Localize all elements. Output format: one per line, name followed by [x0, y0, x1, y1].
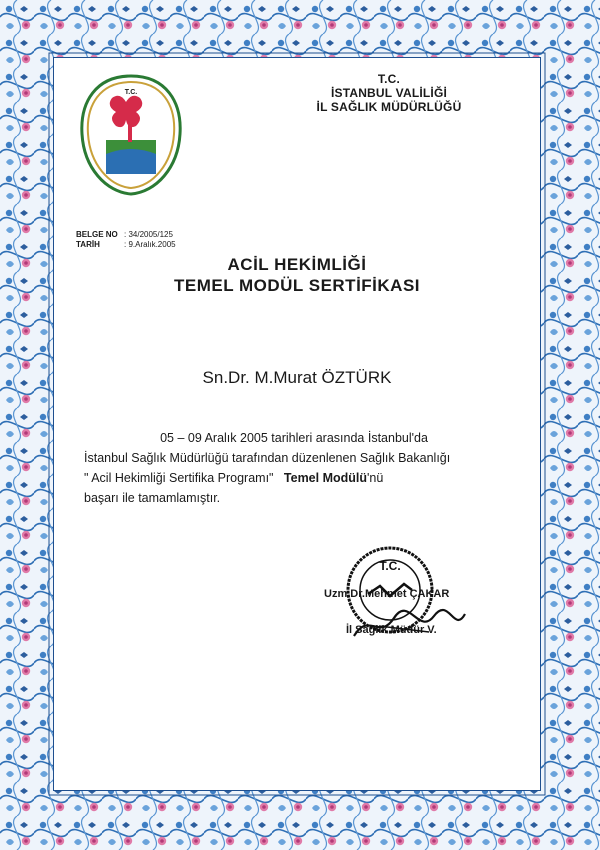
title-line-2: TEMEL MODÜL SERTİFİKASI: [173, 276, 421, 295]
institution-header: [259, 72, 519, 114]
certificate-title: [54, 254, 540, 296]
tarih-value: : 9.Aralık.2005: [124, 240, 176, 249]
body-line-3: [84, 468, 484, 488]
body-line-4: başarı ile tamamlamıştır.: [84, 491, 221, 505]
stamp-text: T.C.: [379, 559, 401, 573]
header-line-2: İSTANBUL VALİLİĞİ: [330, 86, 448, 100]
title-line-1: ACİL HEKİMLİĞİ: [227, 255, 367, 274]
ministry-emblem: [76, 72, 186, 198]
header-line-1: T.C.: [377, 72, 401, 86]
signatory-role: İl Sağlık Müdür V.: [346, 624, 437, 636]
document-meta: [76, 230, 176, 250]
handwritten-signature: [349, 606, 469, 646]
program-name: " Acil Hekimliği Sertifika Programı": [84, 471, 274, 485]
signatory-name: Uzm.Dr.Mehmet ÇAKAR: [324, 588, 450, 600]
body-line-1: 05 – 09 Aralık 2005 tarihleri arasında İstanbul'da: [160, 431, 428, 445]
header-line-3: İL SAĞLIK MÜDÜRLÜĞÜ: [316, 100, 462, 114]
module-name: Temel Modülü: [283, 471, 368, 485]
module-suffix: 'nü: [367, 471, 384, 485]
body-line-2: İstanbul Sağlık Müdürlüğü tarafından düzenlenen Sağlık Bakanlığı: [84, 451, 451, 465]
belge-no-value: : 34/2005/125: [124, 230, 173, 239]
belge-no-label: BELGE NO: [76, 230, 118, 239]
certificate-body: [84, 428, 484, 508]
emblem-top-text: T.C.: [124, 89, 138, 96]
certificate-content: [54, 58, 540, 790]
recipient-name: Sn.Dr. M.Murat ÖZTÜRK: [202, 368, 392, 387]
tarih-label: TARİH: [76, 240, 100, 249]
